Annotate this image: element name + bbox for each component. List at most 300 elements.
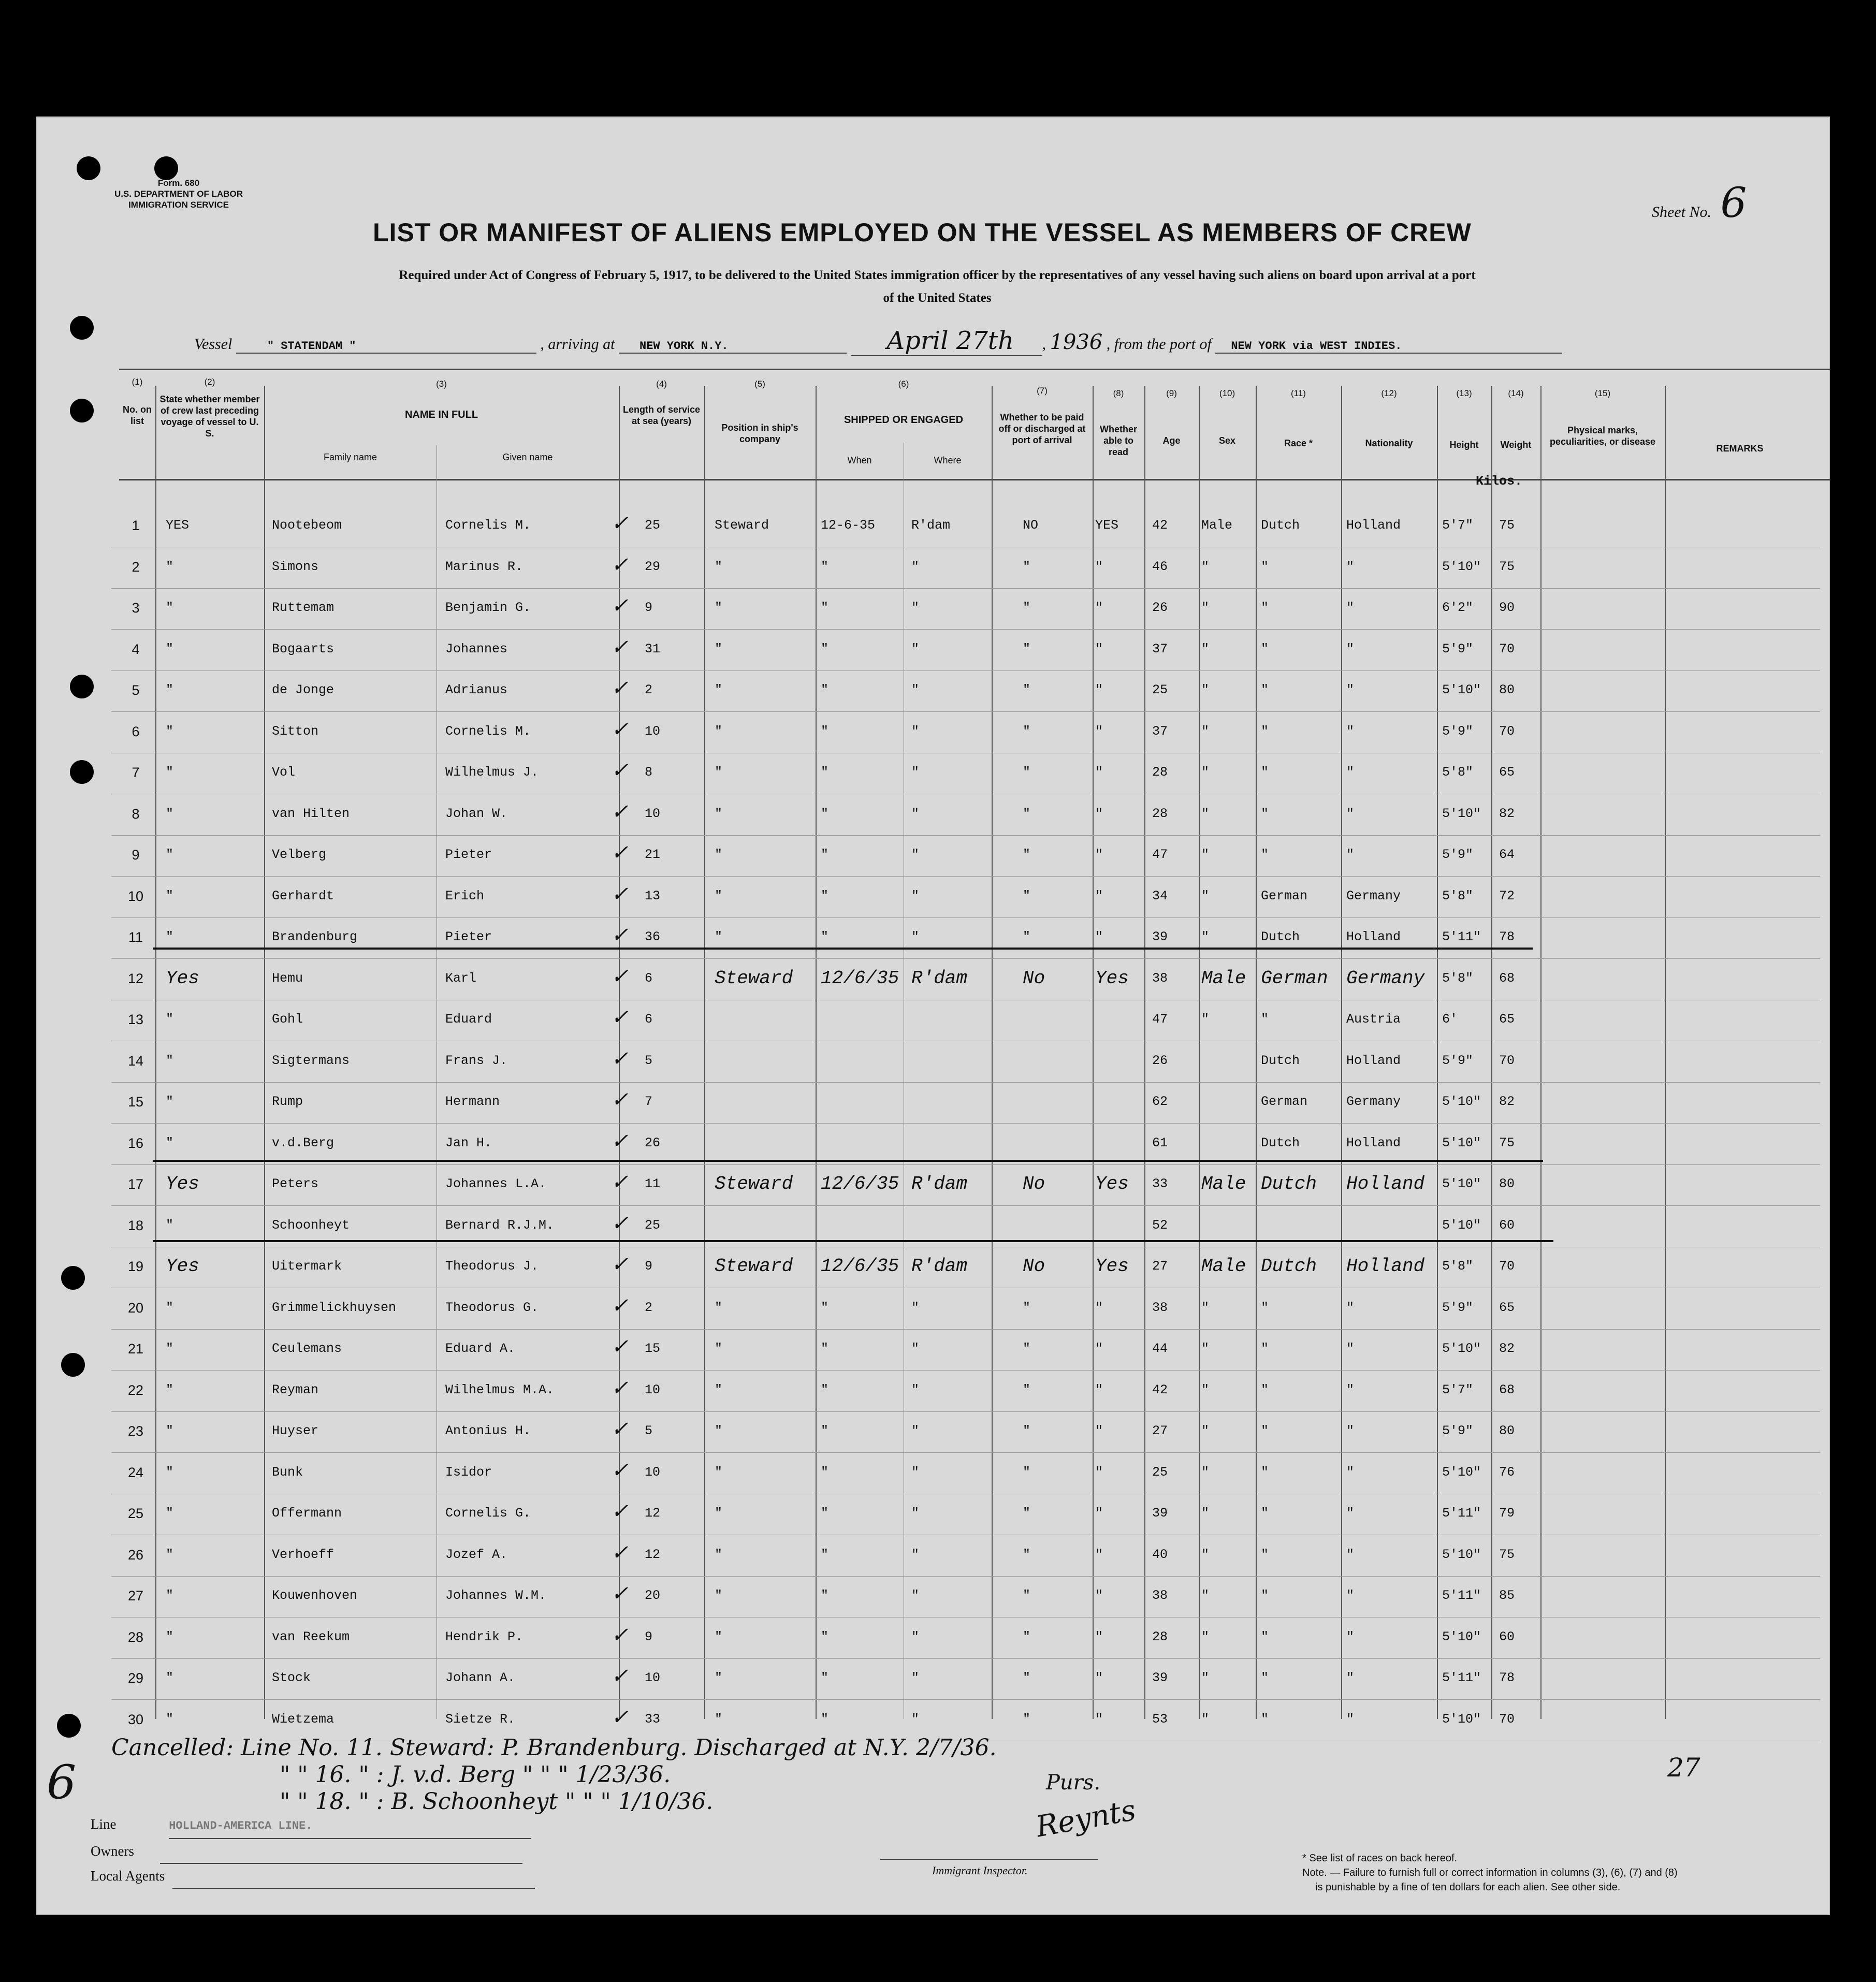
cell-age: 44 [1152,1341,1168,1356]
cell-height: 5'10" [1442,682,1481,697]
cell-paid-off: " [1023,929,1031,944]
cell-given-name: Jozef A. [445,1547,508,1562]
cell-able-to-read: " [1095,1423,1103,1438]
cell-service-years: 33 [645,1711,661,1727]
cell-sex: " [1201,765,1210,780]
cell-given-name: Hendrik P. [445,1629,523,1644]
cell-sex: " [1201,559,1210,574]
cell-nationality: " [1346,1423,1355,1438]
cell-service-years: 6 [645,1012,653,1027]
cell-age: 39 [1152,929,1168,944]
cell-service-years: 10 [645,1670,661,1685]
cell-shipped-where: " [911,847,920,862]
cell-able-to-read: " [1095,1711,1103,1727]
col15-header: Physical marks, peculiarities, or disease [1549,425,1656,447]
cell-shipped-when: " [821,847,829,862]
cell-shipped-when: " [821,559,829,574]
tally-checkmark-icon: ✓ [611,1213,629,1237]
cell-given-name: Theodorus J. [445,1259,539,1274]
cell-race: Dutch [1261,1256,1317,1277]
cell-weight: 75 [1499,1547,1515,1562]
cell-height: 5'8" [1442,970,1474,986]
cell-able-to-read: " [1095,1341,1103,1356]
cell-family-name: v.d.Berg [272,1135,335,1150]
punch-hole [154,156,178,180]
tally-checkmark-icon: ✓ [611,1255,629,1278]
cell-height: 5'7" [1442,1382,1474,1397]
cell-race: " [1261,1423,1269,1438]
inspector-label: Immigrant Inspector. [932,1864,1028,1877]
row-rule [111,958,1820,959]
line-label: Line [91,1816,117,1832]
sheet-label: Sheet No. [1652,203,1711,221]
row-rule [111,1123,1820,1124]
cell-shipped-where: R'dam [911,1173,968,1194]
cell-service-years: 5 [645,1053,653,1068]
row-number: 27 [127,1588,144,1604]
cell-paid-off: NO [1023,518,1039,533]
punch-hole [61,1353,85,1377]
cell-nationality: " [1346,1629,1355,1644]
cell-paid-off: No [1023,967,1045,989]
cell-age: 61 [1152,1135,1168,1150]
sheet-number-block [1652,179,1747,227]
arriving-label: , arriving at [540,336,615,353]
cell-shipped-when: " [821,1464,829,1480]
cell-nationality: " [1346,1382,1355,1397]
cell-family-name: Ceulemans [272,1341,342,1356]
cell-shipped-when: " [821,1506,829,1521]
col6-where-header: Where [934,455,962,465]
cell-prev-voyage: " [166,1382,174,1397]
cell-weight: 75 [1499,518,1515,533]
cell-paid-off: " [1023,1506,1031,1521]
cell-nationality: " [1346,765,1355,780]
row-rule [111,1658,1820,1659]
cell-given-name: Bernard R.J.M. [445,1217,555,1233]
row-number: 6 [132,723,140,739]
cell-prev-voyage: " [166,1300,174,1315]
footer-notes [1284,1851,1678,1894]
cell-service-years: 9 [645,1259,653,1274]
cell-race: " [1261,600,1269,615]
cell-height: 5'8" [1442,888,1474,903]
cell-age: 38 [1152,970,1168,986]
cell-nationality: " [1346,1670,1355,1685]
cell-age: 28 [1152,806,1168,821]
tally-checkmark-icon: ✓ [611,678,629,702]
tally-checkmark-icon: ✓ [611,1378,629,1402]
cell-service-years: 10 [645,723,661,739]
cell-service-years: 25 [645,518,661,533]
cell-shipped-when: " [821,1300,829,1315]
cell-able-to-read: " [1095,1670,1103,1685]
col13-header: Height [1449,440,1479,450]
col12-number: (12) [1381,388,1397,398]
form-department: U.S. DEPARTMENT OF LABOR [114,189,243,199]
cell-position: " [715,682,723,697]
row-number: 5 [132,682,140,698]
cell-given-name: Eduard [445,1012,492,1027]
header-rule [119,479,1830,480]
tally-checkmark-icon: ✓ [611,555,629,578]
cell-service-years: 2 [645,1300,653,1315]
cell-age: 46 [1152,559,1168,574]
cell-position: Steward [715,967,793,989]
cell-given-name: Wilhelmus M.A. [445,1382,555,1397]
cell-prev-voyage: " [166,1464,174,1480]
cell-height: 5'9" [1442,1053,1474,1068]
row-rule [111,835,1820,836]
cell-nationality: " [1346,1464,1355,1480]
cell-sex: " [1201,929,1210,944]
row-number: 20 [127,1300,144,1316]
cell-height: 5'10" [1442,1711,1481,1727]
cell-paid-off: " [1023,1711,1031,1727]
cell-weight: 85 [1499,1588,1515,1603]
cell-family-name: Huyser [272,1423,319,1438]
cancelled-line-1: Line No. 11. Steward: P. Brandenburg. Discharged at N.Y. 2/7/36. [241,1735,997,1761]
cell-family-name: Vol [272,765,296,780]
cell-weight: 60 [1499,1217,1515,1233]
cell-family-name: de Jonge [272,682,335,697]
cell-nationality: Holland [1346,1256,1425,1277]
cell-able-to-read: " [1095,1382,1103,1397]
cell-shipped-when: " [821,723,829,739]
cell-age: 26 [1152,600,1168,615]
sheet-number: 6 [1720,179,1747,227]
cell-weight: 70 [1499,641,1515,657]
cell-height: 5'11" [1442,1588,1481,1603]
cell-sex: " [1201,1423,1210,1438]
cell-shipped-where: " [911,1547,920,1562]
cell-weight: 68 [1499,1382,1515,1397]
cell-position: " [715,1670,723,1685]
cell-prev-voyage: " [166,1629,174,1644]
form-service: IMMIGRATION SERVICE [128,200,229,210]
cell-family-name: Velberg [272,847,327,862]
cell-weight: 65 [1499,765,1515,780]
cell-family-name: Stock [272,1670,311,1685]
cell-race: Dutch [1261,1173,1317,1194]
cell-family-name: Simons [272,559,319,574]
cell-able-to-read: " [1095,806,1103,821]
cell-race: " [1261,641,1269,657]
col10-header: Sex [1218,435,1236,446]
cell-weight: 80 [1499,1176,1515,1191]
cell-able-to-read: " [1095,600,1103,615]
cell-nationality: " [1346,723,1355,739]
cell-height: 5'11" [1442,1506,1481,1521]
row-number: 1 [132,518,140,533]
cell-service-years: 12 [645,1547,661,1562]
cell-able-to-read: Yes [1095,1256,1129,1277]
cell-race: " [1261,1629,1269,1644]
cell-able-to-read: " [1095,723,1103,739]
cell-shipped-where: " [911,1464,920,1480]
row-number: 11 [128,929,143,945]
cell-shipped-when: " [821,1547,829,1562]
row-number: 12 [127,970,144,986]
cell-paid-off: " [1023,641,1031,657]
cell-sex: " [1201,1629,1210,1644]
voyage-line: Vessel " STATENDAM " , arriving at NEW YORK N.Y. April 27th , 1936 , from the port of NEW YORK via WEST INDIES. [194,326,1748,362]
tally-checkmark-icon: ✓ [611,1666,629,1689]
cell-age: 47 [1152,847,1168,862]
cell-nationality: " [1346,847,1355,862]
cell-service-years: 5 [645,1423,653,1438]
cell-service-years: 10 [645,1464,661,1480]
cell-sex: " [1201,1588,1210,1603]
col6-when-header: When [847,455,872,465]
punch-hole [70,760,94,784]
cell-nationality: " [1346,1506,1355,1521]
inspector-signature: Reynts [1033,1793,1139,1844]
cell-weight: 60 [1499,1629,1515,1644]
cell-position: " [715,847,723,862]
cell-prev-voyage: " [166,929,174,944]
cell-given-name: Cornelis M. [445,518,531,533]
row-number: 23 [127,1423,144,1439]
subtitle-line-2: of the United States [883,291,992,305]
cell-shipped-when: " [821,888,829,903]
row-number: 18 [127,1217,144,1233]
row-rule [111,1205,1820,1206]
cell-family-name: Sitton [272,723,319,739]
cell-prev-voyage: " [166,559,174,574]
col8-header: Whether able to read [1100,424,1137,457]
cell-height: 5'10" [1442,1629,1481,1644]
cell-family-name: van Hilten [272,806,350,821]
cell-height: 6'2" [1442,600,1474,615]
row-number: 16 [127,1135,144,1151]
cell-paid-off: " [1023,1423,1031,1438]
row-rule [111,1576,1820,1577]
cell-shipped-when: " [821,1711,829,1727]
cell-shipped-when: " [821,1670,829,1685]
cell-sex: " [1201,1506,1210,1521]
cell-able-to-read: " [1095,1506,1103,1521]
row-rule [111,917,1820,918]
row-rule [111,1164,1820,1165]
cell-sex: " [1201,1341,1210,1356]
cell-age: 28 [1152,765,1168,780]
row-number: 7 [132,765,140,780]
cell-service-years: 8 [645,765,653,780]
row-rule [111,1699,1820,1700]
cell-height: 5'9" [1442,1423,1474,1438]
cell-sex: " [1201,723,1210,739]
row-rule [111,1411,1820,1412]
cell-able-to-read: " [1095,1547,1103,1562]
cell-given-name: Cornelis G. [445,1506,531,1521]
remarks-header: REMARKS [1716,443,1764,454]
row-number: 21 [127,1341,144,1357]
tally-checkmark-icon: ✓ [611,596,629,619]
cell-position: " [715,1300,723,1315]
cell-sex: " [1201,806,1210,821]
cell-sex: " [1201,847,1210,862]
cell-weight: 75 [1499,559,1515,574]
cell-weight: 82 [1499,806,1515,821]
punch-hole [61,1266,85,1290]
tally-checkmark-icon: ✓ [611,761,629,784]
col11-number: (11) [1291,388,1306,398]
col5-header: Position in ship's company [721,422,798,444]
cell-family-name: Hemu [272,970,303,986]
cell-given-name: Frans J. [445,1053,508,1068]
cell-position: " [715,1506,723,1521]
cell-race: German [1261,1094,1308,1109]
col14-number: (14) [1508,388,1524,398]
cell-weight: 65 [1499,1012,1515,1027]
cell-prev-voyage: " [166,1094,174,1109]
row-rule [111,629,1820,630]
cell-given-name: Karl [445,970,477,986]
cell-paid-off: " [1023,1300,1031,1315]
cell-shipped-where: " [911,1423,920,1438]
cell-given-name: Theodorus G. [445,1300,539,1315]
tally-checkmark-icon: ✓ [611,843,629,866]
cell-shipped-where: " [911,1506,920,1521]
cell-position: " [715,1711,723,1727]
cell-race: Dutch [1261,1135,1300,1150]
cell-given-name: Pieter [445,929,492,944]
col9-number: (9) [1166,388,1177,398]
tally-checkmark-icon: ✓ [611,514,629,537]
cell-given-name: Antonius H. [445,1423,531,1438]
cell-shipped-when: " [821,1588,829,1603]
tally-checkmark-icon: ✓ [611,1008,629,1031]
cell-race: " [1261,682,1269,697]
cell-shipped-when: 12-6-35 [821,518,876,533]
cell-shipped-when: 12/6/35 [821,967,899,989]
cell-weight: 68 [1499,970,1515,986]
cell-shipped-where: " [911,1300,920,1315]
cell-height: 5'9" [1442,847,1474,862]
cell-given-name: Isidor [445,1464,492,1480]
cell-shipped-where: " [911,723,920,739]
cell-nationality: " [1346,600,1355,615]
cell-family-name: Uitermark [272,1259,342,1274]
cell-shipped-where: " [911,1670,920,1685]
cell-prev-voyage: " [166,723,174,739]
punch-hole [77,156,100,180]
cell-height: 5'11" [1442,1670,1481,1685]
cell-family-name: Peters [272,1176,319,1191]
cell-age: 25 [1152,682,1168,697]
cell-weight: 78 [1499,1670,1515,1685]
cell-age: 42 [1152,518,1168,533]
cell-prev-voyage: " [166,1341,174,1356]
vessel-name: " STATENDAM " [236,340,536,354]
col8-number: (8) [1113,388,1124,398]
cell-nationality: Germany [1346,888,1401,903]
cell-position: " [715,1382,723,1397]
cell-prev-voyage: " [166,600,174,615]
cell-paid-off: " [1023,806,1031,821]
tally-checkmark-icon: ✓ [611,925,629,949]
row-number: 3 [132,600,140,616]
cell-service-years: 26 [645,1135,661,1150]
cell-position: " [715,806,723,821]
cell-service-years: 6 [645,970,653,986]
cell-given-name: Wilhelmus J. [445,765,539,780]
cell-service-years: 15 [645,1341,661,1356]
cell-sex: " [1201,682,1210,697]
cell-nationality: Holland [1346,518,1401,533]
cell-sex: " [1201,1547,1210,1562]
cell-prev-voyage: " [166,1670,174,1685]
row-rule [111,1452,1820,1453]
cell-nationality: " [1346,1547,1355,1562]
weight-unit: Kilos. [1476,474,1523,489]
cell-position: " [715,1423,723,1438]
cell-family-name: Grimmelickhuysen [272,1300,397,1315]
cell-prev-voyage: " [166,765,174,780]
tally-checkmark-icon: ✓ [611,1502,629,1525]
cell-prev-voyage: " [166,806,174,821]
cell-able-to-read: " [1095,682,1103,697]
cell-race: Dutch [1261,518,1300,533]
cell-shipped-when: " [821,600,829,615]
cell-nationality: Holland [1346,929,1401,944]
tally-checkmark-icon: ✓ [611,966,629,990]
cell-given-name: Sietze R. [445,1711,516,1727]
cell-race: " [1261,1711,1269,1727]
cell-age: 34 [1152,888,1168,903]
cell-shipped-where: " [911,765,920,780]
cell-paid-off: " [1023,1670,1031,1685]
cell-weight: 64 [1499,847,1515,862]
cell-weight: 90 [1499,600,1515,615]
owners-label: Owners [91,1843,134,1859]
cell-age: 25 [1152,1464,1168,1480]
col11-header: Race * [1284,438,1313,448]
col7-number: (7) [1037,386,1048,396]
cell-nationality: Germany [1346,1094,1401,1109]
cell-prev-voyage: " [166,1588,174,1603]
footer-note-1: * See list of races on back hereof. [1302,1853,1458,1864]
cell-sex: " [1201,888,1210,903]
cell-height: 5'10" [1442,1341,1481,1356]
cell-paid-off: " [1023,1341,1031,1356]
margin-number: 6 [47,1755,77,1810]
cell-shipped-where: " [911,682,920,697]
cell-service-years: 9 [645,1629,653,1644]
col7-header: Whether to be paid off or discharged at port of arrival [998,412,1086,445]
cell-position: " [715,559,723,574]
cell-given-name: Johannes [445,641,508,657]
cell-prev-voyage: Yes [166,1173,199,1194]
cell-shipped-where: " [911,806,920,821]
cell-prev-voyage: " [166,682,174,697]
cell-age: 39 [1152,1506,1168,1521]
cell-shipped-when: " [821,765,829,780]
cell-given-name: Benjamin G. [445,600,531,615]
cell-sex: Male [1201,1173,1246,1194]
cell-race: " [1261,1547,1269,1562]
tally-checkmark-icon: ✓ [611,1172,629,1196]
cell-service-years: 12 [645,1506,661,1521]
vessel-label: Vessel [194,336,232,353]
subtitle-line-1: Required under Act of Congress of February 5, 1917, to be delivered to the United States immigration officer by the representatives of any vessel having such aliens on board upon arrival at a port [399,268,1476,282]
cell-shipped-when: " [821,641,829,657]
cell-given-name: Erich [445,888,485,903]
cell-weight: 65 [1499,1300,1515,1315]
cell-able-to-read: " [1095,765,1103,780]
cell-paid-off: " [1023,1547,1031,1562]
